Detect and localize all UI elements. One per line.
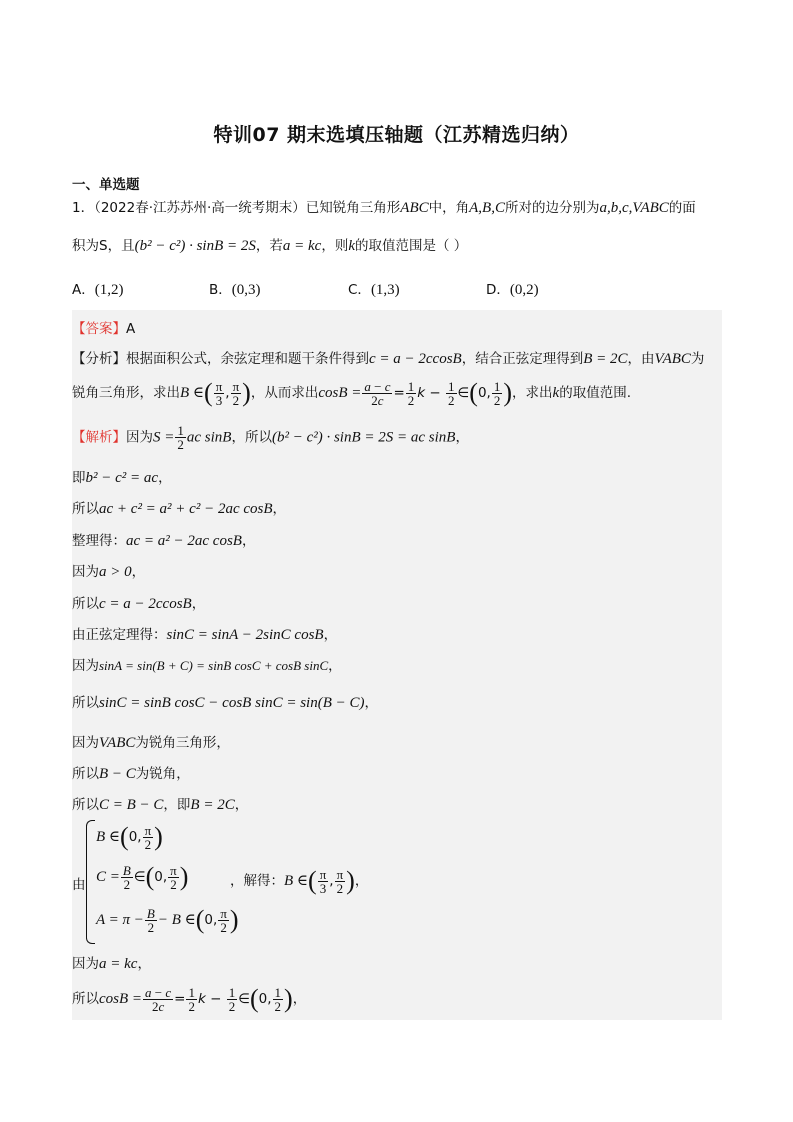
answer-options — [72, 278, 672, 298]
option-c: C．(1,3) — [348, 282, 400, 298]
solution-line-5: 因为a > 0， — [72, 564, 146, 580]
analysis-line-1: 【分析】根据面积公式，余弦定理和题干条件得到c = a − 2ccosB，结合正弦定理得到B = 2C，由VABC为 — [72, 351, 705, 367]
option-d: D．(0,2) — [486, 282, 539, 298]
system-brace — [86, 820, 95, 944]
system-row-1: B ∈(0, $\frac{\pi}{2}$ ) — [96, 822, 163, 852]
solution-line-12: 所以C = B − C，即B = 2C， — [72, 797, 249, 813]
option-b: B．(0,3) — [209, 282, 261, 298]
system-solution: ，解得：B ∈( $\frac{\pi}{3}$ , $\frac{\pi}{2}$ )， — [230, 866, 369, 896]
option-a: A．(1,2) — [72, 282, 124, 298]
system-row-2: C = $\frac{B}{2}$ ∈(0, $\frac{\pi}{2}$ ) — [96, 862, 189, 892]
solution-line-1: 【解析】因为S = $\frac{1}{2}$ ac sinB，所以(b² − c²) · sinB = 2S = ac sinB， — [72, 423, 469, 452]
solution-line-6: 所以c = a − 2ccosB， — [72, 596, 206, 612]
answer-line: 【答案】A — [72, 321, 136, 337]
analysis-line-2: 锐角三角形，求出B ∈( $\frac{\pi}{3}$ , $\frac{\pi}{2}$ )，从而求出cosB = $\frac{a - c}{2c}$ = $\frac{1}{2}$ k − $\frac{1}{2}$ ∈(0, $\frac{1}{2}$ )，求出k的取值范围. — [72, 378, 631, 408]
system-prefix: 由 — [72, 877, 86, 893]
solution-line-8: 因为sinA = sin(B + C) = sinB cosC + cosB sinC， — [72, 658, 342, 674]
solution-line-9: 所以sinC = sinB cosC − cosB sinC = sin(B − C)， — [72, 695, 378, 711]
page-title: 特训07 期末选填压轴题（江苏精选归纳） — [213, 124, 580, 146]
solution-line-3: 所以ac + c² = a² + c² − 2ac cosB， — [72, 501, 287, 517]
question-line-2: 积为S，且(b² − c²) · sinB = 2S，若a = kc，则k的取值范围是（ ） — [72, 238, 468, 254]
solution-line-15: 所以cosB = $\frac{a - c}{2c}$ = $\frac{1}{2}$ k − $\frac{1}{2}$ ∈(0, $\frac{1}{2}$ )， — [72, 984, 307, 1014]
question-line-1: 1．（2022春·江苏苏州·高一统考期末）已知锐角三角形ABC中，角A,B,C所对的边分别为a,b,c,VABC的面 — [72, 200, 696, 216]
solution-line-14: 因为a = kc， — [72, 956, 151, 972]
solution-line-10: 因为VABC为锐角三角形， — [72, 735, 230, 751]
solution-line-2: 即b² − c² = ac， — [72, 470, 172, 486]
solution-line-4: 整理得：ac = a² − 2ac cosB， — [72, 533, 256, 549]
system-row-3: A = π − $\frac{B}{2}$ − B ∈(0, $\frac{\pi}{2}$ ) — [96, 905, 239, 935]
solution-line-11: 所以B − C为锐角， — [72, 766, 190, 782]
solution-line-7: 由正弦定理得：sinC = sinA − 2sinC cosB， — [72, 627, 338, 643]
section-heading: 一、单选题 — [72, 177, 140, 193]
